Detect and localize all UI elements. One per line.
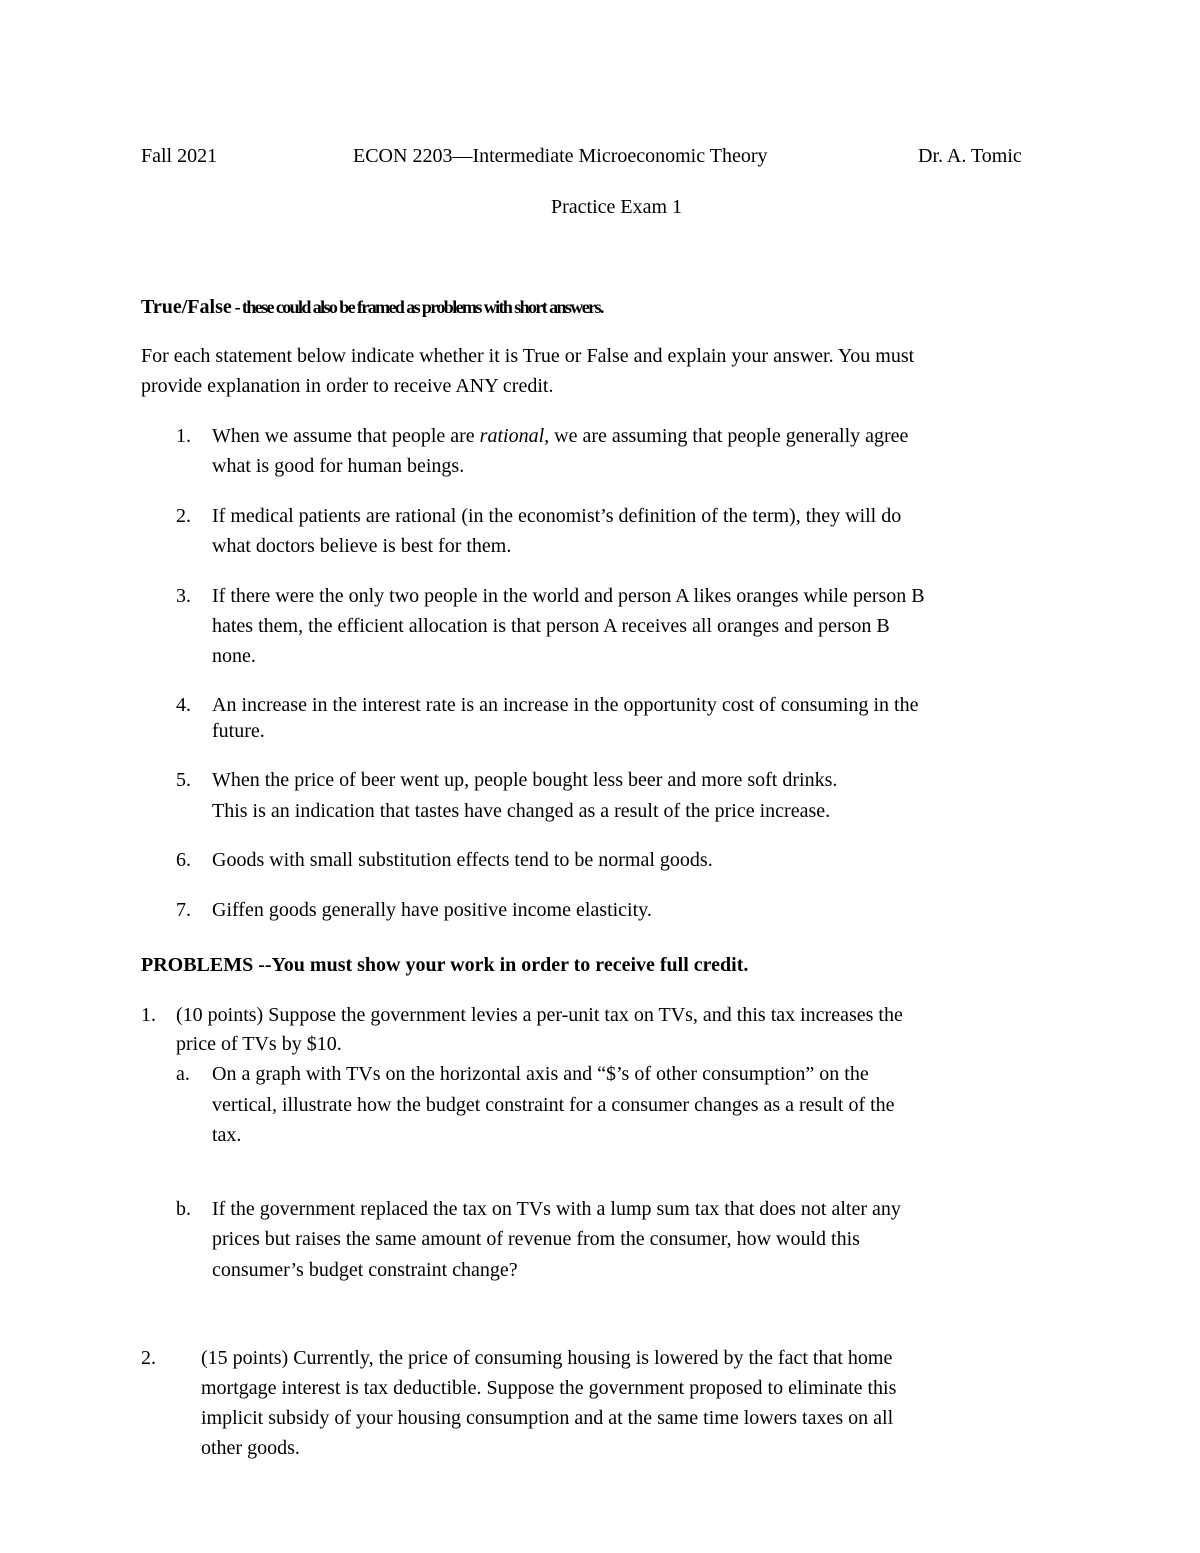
tf-item-1-line-1: [212, 425, 908, 448]
tf-item-5-line-2: This is an indication that tastes have changed as a result of the price increase.: [212, 800, 831, 822]
instructions-line-1: For each statement below indicate whether it is True or False and explain your answer. You must: [141, 345, 915, 367]
tf-item-6-number: 6.: [176, 849, 191, 871]
problem-1b-line-3: consumer’s budget constraint change?: [212, 1259, 518, 1281]
tf-item-7-line-1: Giffen goods generally have positive income elasticity.: [212, 899, 652, 921]
problem-1b-label: b.: [176, 1198, 191, 1220]
problem-1a-label: a.: [176, 1063, 190, 1085]
problem-2-line-2: mortgage interest is tax deductible. Suppose the government proposed to eliminate this: [201, 1377, 897, 1399]
true-false-heading-rest: - these could also be framed as problems with short answers.: [231, 297, 603, 317]
tf-item-1-emphasis: rational,: [479, 425, 550, 447]
problem-1a-line-1: On a graph with TVs on the horizontal axis and “$’s of other consumption” on the: [212, 1063, 869, 1085]
problem-2-line-3: implicit subsidy of your housing consumption and at the same time lowers taxes on all: [201, 1407, 894, 1429]
tf-item-3-line-2: hates them, the efficient allocation is that person A receives all oranges and person B: [212, 615, 890, 637]
page-title: Practice Exam 1: [551, 196, 683, 218]
problems-heading: PROBLEMS --You must show your work in order to receive full credit.: [141, 954, 749, 976]
tf-item-1-text-a: When we assume that people are: [212, 425, 480, 447]
tf-item-3-line-3: none.: [212, 645, 256, 667]
problem-1-number: 1.: [141, 1004, 156, 1026]
problem-2-line-4: other goods.: [201, 1437, 300, 1459]
tf-item-2-line-2: what doctors believe is best for them.: [212, 535, 512, 557]
problem-2-number: 2.: [141, 1347, 156, 1369]
tf-item-5-number: 5.: [176, 769, 191, 791]
tf-item-3-number: 3.: [176, 585, 191, 607]
tf-item-3-line-1: If there were the only two people in the world and person A likes oranges while person B: [212, 585, 925, 607]
tf-item-1-line-2: what is good for human beings.: [212, 455, 465, 477]
true-false-heading: [141, 296, 603, 319]
problem-1b-line-1: If the government replaced the tax on TVs with a lump sum tax that does not alter any: [212, 1198, 901, 1220]
tf-item-4-line-2: future.: [212, 720, 265, 742]
header-term: Fall 2021: [141, 145, 218, 167]
tf-item-1-number: 1.: [176, 425, 191, 447]
problem-1a-line-3: tax.: [212, 1124, 242, 1146]
problem-2-line-1: (15 points) Currently, the price of consuming housing is lowered by the fact that home: [201, 1347, 893, 1369]
tf-item-2-number: 2.: [176, 505, 191, 527]
problem-1-line-2: price of TVs by $10.: [176, 1033, 342, 1055]
header-instructor: Dr. A. Tomic: [918, 145, 1022, 167]
tf-item-2-line-1: If medical patients are rational (in the economist’s definition of the term), they will do: [212, 505, 902, 527]
tf-item-5-line-1: When the price of beer went up, people bought less beer and more soft drinks.: [212, 769, 838, 791]
tf-item-1-text-b: we are assuming that people generally agree: [549, 425, 909, 447]
problem-1-line-1: (10 points) Suppose the government levies a per-unit tax on TVs, and this tax increases the: [176, 1004, 903, 1026]
tf-item-4-number: 4.: [176, 694, 191, 716]
header-course: ECON 2203—Intermediate Microeconomic Theory: [353, 145, 768, 167]
true-false-heading-bold: True/False: [141, 296, 232, 318]
tf-item-4-line-1: An increase in the interest rate is an increase in the opportunity cost of consuming in the: [212, 694, 919, 716]
problem-1a-line-2: vertical, illustrate how the budget constraint for a consumer changes as a result of the: [212, 1094, 895, 1116]
problem-1b-line-2: prices but raises the same amount of revenue from the consumer, how would this: [212, 1228, 860, 1250]
instructions-line-2: provide explanation in order to receive ANY credit.: [141, 375, 554, 397]
tf-item-6-line-1: Goods with small substitution effects tend to be normal goods.: [212, 849, 713, 871]
tf-item-7-number: 7.: [176, 899, 191, 921]
